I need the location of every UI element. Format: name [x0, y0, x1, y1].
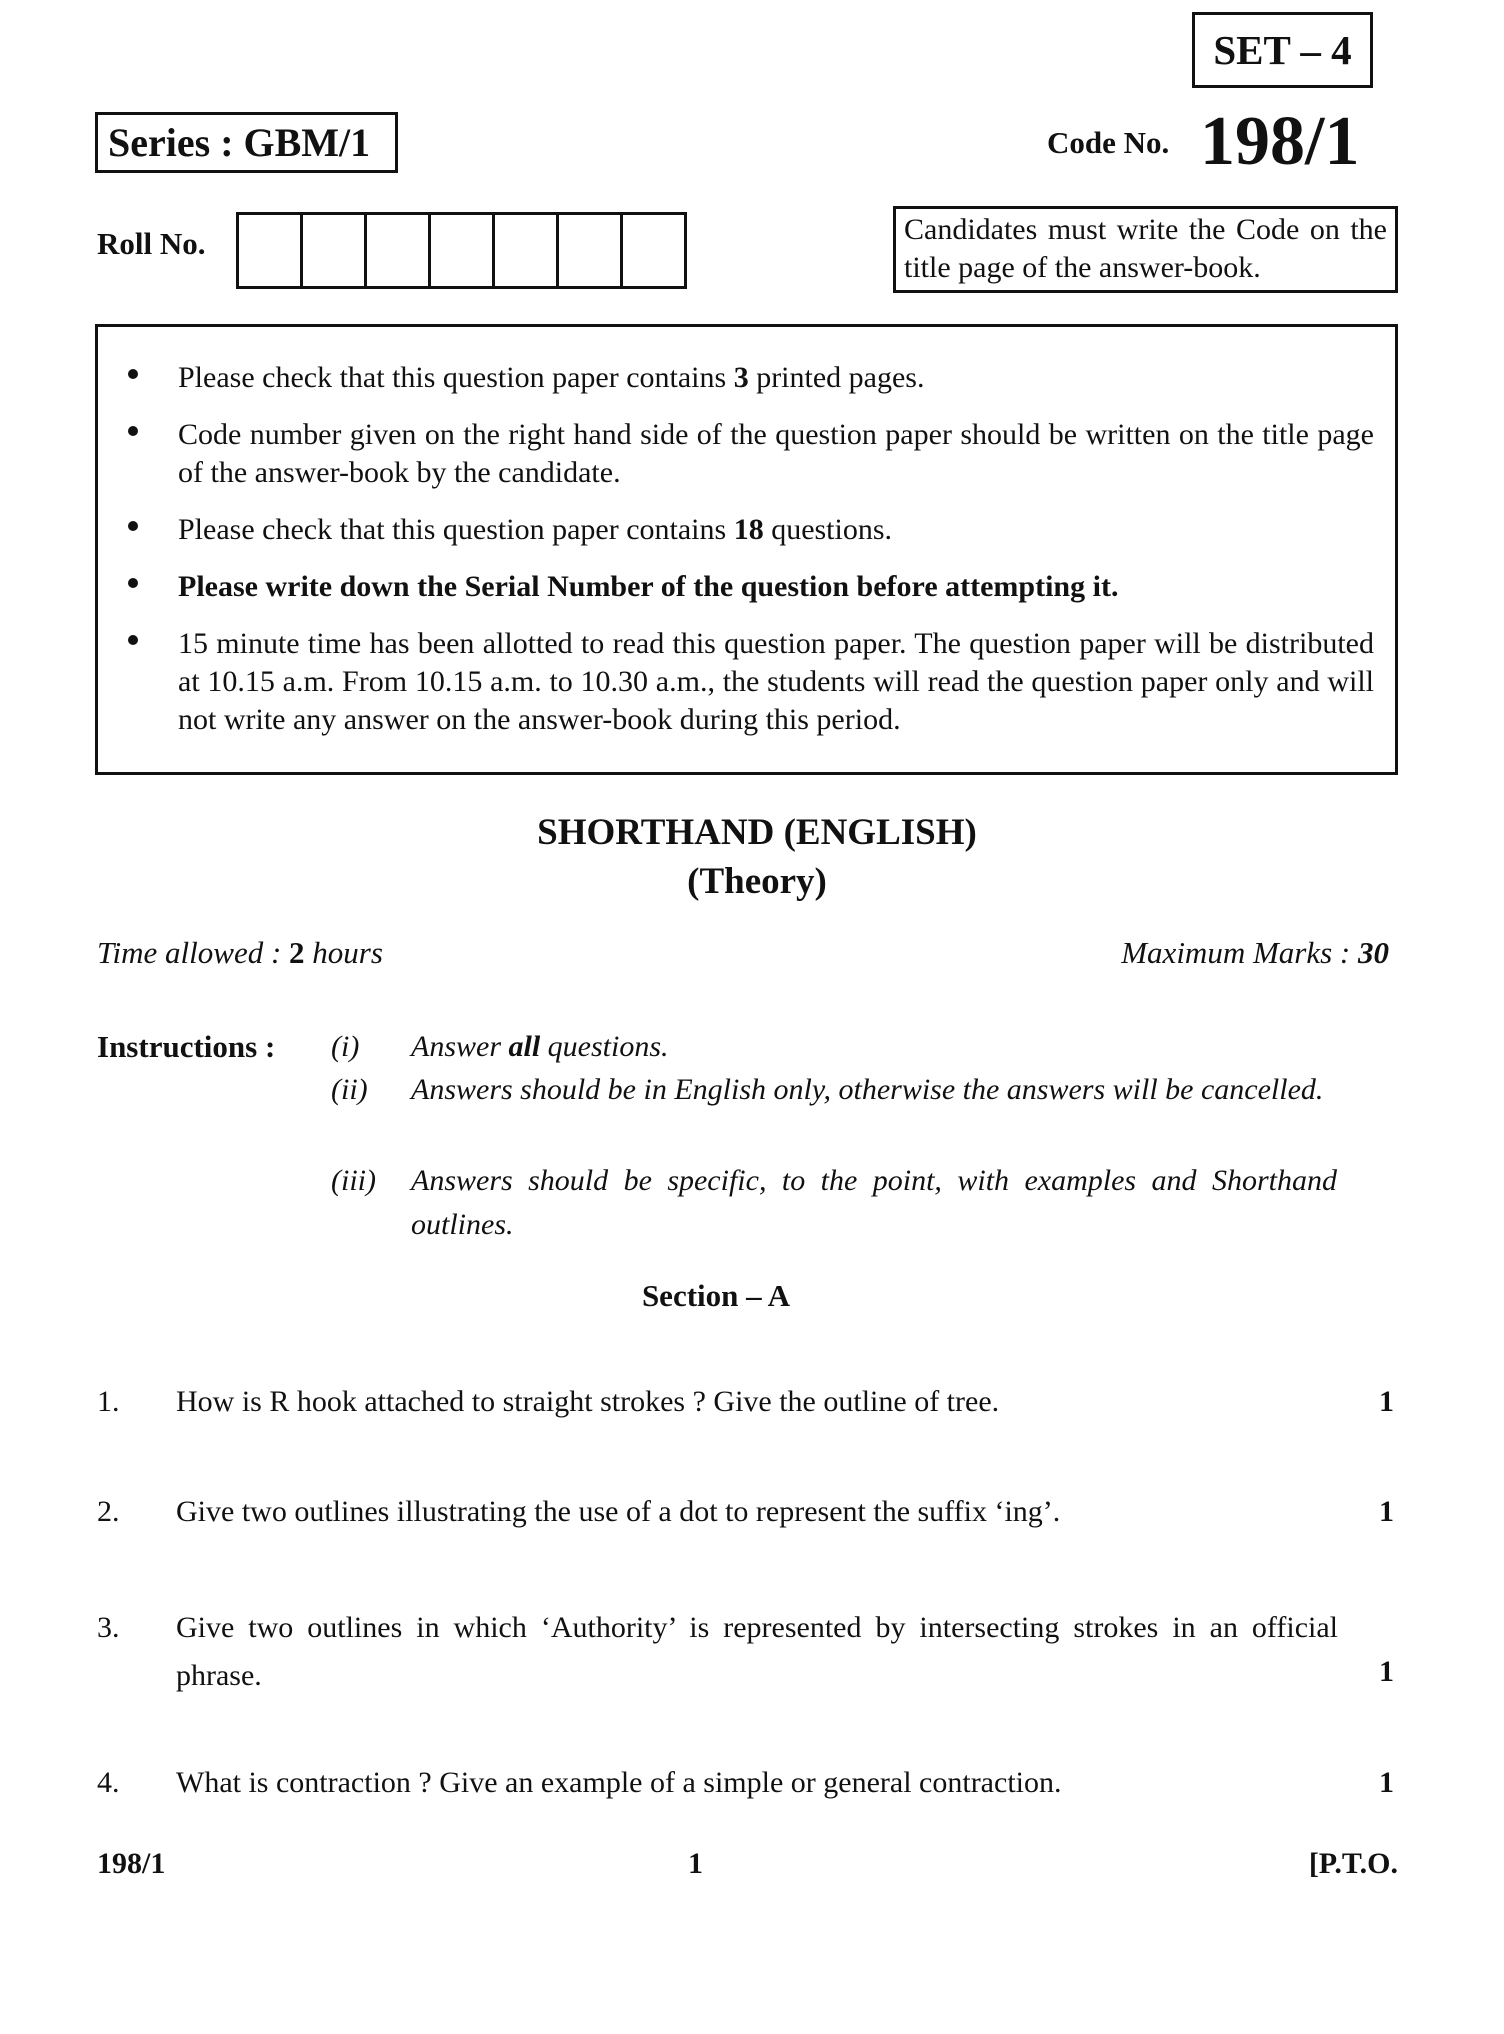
question-text: Give two outlines in which ‘Authority’ is represented by intersecting strokes in an official phrase. — [176, 1611, 1338, 1692]
question-marks: 1 — [1379, 1385, 1394, 1418]
bullet-icon — [125, 420, 141, 436]
time-allowed: Time allowed : 2 hours — [97, 935, 383, 970]
code-number-value: 198/1 — [1200, 103, 1360, 180]
question-marks: 1 — [1379, 1655, 1394, 1688]
question-text: Give two outlines illustrating the use of a dot to represent the suffix ‘ing’. — [176, 1495, 1061, 1528]
question-number: 4. — [97, 1766, 120, 1799]
question-number: 2. — [97, 1495, 120, 1528]
roll-number-boxes — [236, 212, 687, 289]
instruction-text: Answer all questions. — [411, 1030, 669, 1063]
bullet-icon — [125, 363, 141, 379]
roll-number-digit-box[interactable] — [367, 215, 431, 286]
question-number: 3. — [97, 1611, 120, 1644]
set-number-box — [1192, 12, 1373, 88]
question-text: How is R hook attached to straight strokes ? Give the outline of tree. — [176, 1385, 1000, 1418]
roll-number-digit-box[interactable] — [431, 215, 495, 286]
general-notice-box — [95, 324, 1398, 775]
notice-item-reading-time: 15 minute time has been allotted to read this question paper. The question paper will be distributed at 10.15 a.m. From 10.15 a.m. to 10.30 a.m., the students will read the question paper only and will not write any answer on the answer-book during this period. — [178, 627, 1374, 736]
instruction-number: (i) — [331, 1030, 360, 1063]
roll-number-label: Roll No. — [97, 226, 206, 261]
instruction-text: Answers should be specific, to the point, with examples and Shorthand outlines. — [411, 1164, 1337, 1241]
question-marks: 1 — [1379, 1766, 1394, 1799]
instruction-text: Answers should be in English only, otherwise the answers will be cancelled. — [411, 1073, 1324, 1106]
exam-subtitle: (Theory) — [687, 861, 827, 902]
notice-item-code-number: Code number given on the right hand side of the question paper should be written on the title page of the answer-book by the candidate. — [178, 418, 1374, 489]
footer-code: 198/1 — [97, 1847, 166, 1880]
instruction-number: (ii) — [331, 1073, 368, 1106]
section-heading: Section – A — [641, 1278, 791, 1313]
code-number-label: Code No. — [1047, 125, 1170, 160]
question-text: What is contraction ? Give an example of a simple or general contraction. — [176, 1766, 1062, 1799]
bullet-icon — [125, 572, 141, 588]
please-turn-over: [P.T.O. — [1308, 1847, 1398, 1880]
bullet-icon — [125, 515, 141, 531]
candidate-code-notice-text: Candidates must write the Code on the title page of the answer-book. — [904, 213, 1387, 284]
roll-number-digit-box[interactable] — [303, 215, 367, 286]
notice-item-question-count: Please check that this question paper contains 18 questions. — [178, 513, 893, 546]
roll-number-digit-box[interactable] — [623, 215, 684, 286]
exam-title: SHORTHAND (ENGLISH) — [537, 812, 977, 853]
instruction-number: (iii) — [331, 1164, 376, 1197]
maximum-marks: Maximum Marks : 30 — [1121, 935, 1389, 970]
page-number: 1 — [688, 1847, 703, 1880]
instructions-label: Instructions : — [97, 1029, 276, 1064]
series-label: Series : GBM/1 — [108, 120, 371, 165]
candidate-code-notice — [893, 206, 1398, 293]
roll-number-digit-box[interactable] — [495, 215, 559, 286]
series-box — [95, 112, 398, 173]
question-marks: 1 — [1379, 1495, 1394, 1528]
set-number: SET – 4 — [1213, 27, 1352, 73]
question-number: 1. — [97, 1385, 120, 1418]
notice-item-serial-number: Please write down the Serial Number of the question before attempting it. — [178, 570, 1119, 603]
bullet-icon — [125, 629, 141, 645]
notice-item-pages: Please check that this question paper contains 3 printed pages. — [178, 361, 925, 394]
roll-number-digit-box[interactable] — [239, 215, 303, 286]
roll-number-digit-box[interactable] — [559, 215, 623, 286]
